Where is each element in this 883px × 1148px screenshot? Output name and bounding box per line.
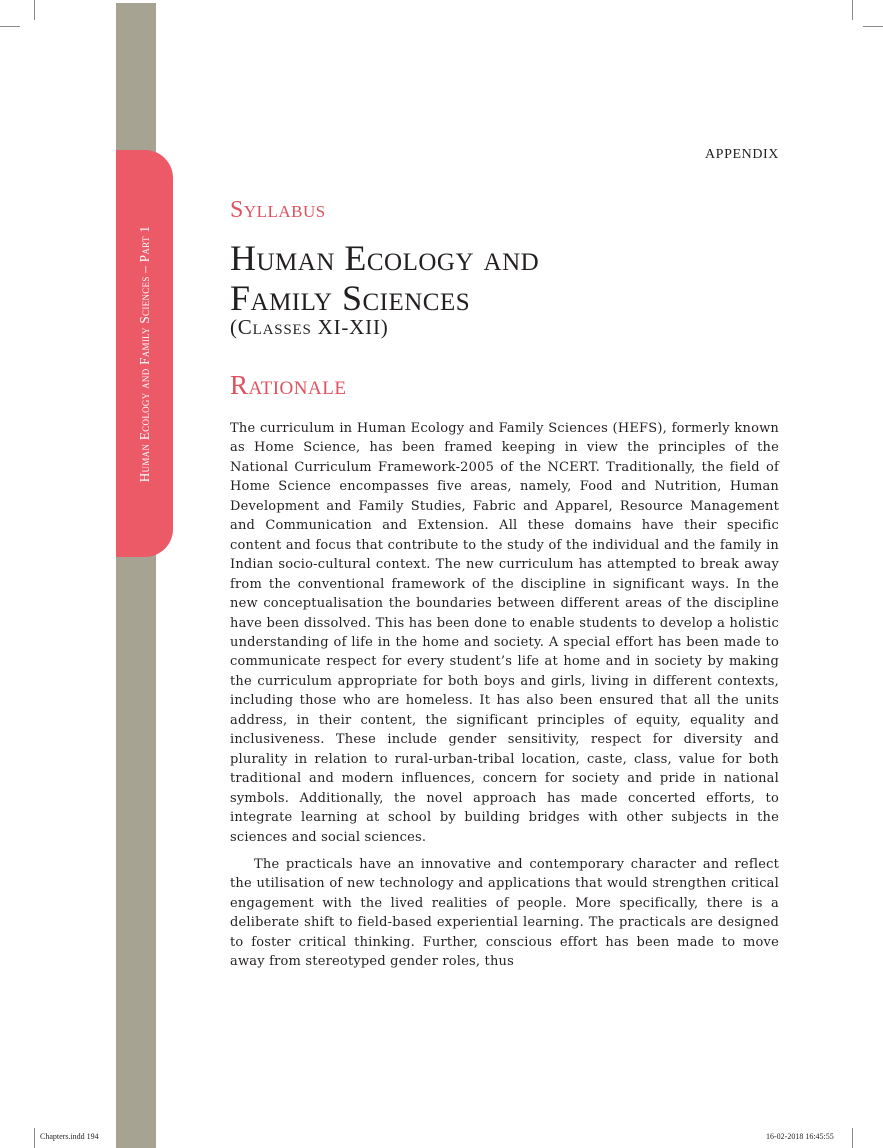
crop-mark-top-left-h: [0, 26, 20, 27]
page-title: [230, 238, 750, 318]
running-head: APPENDIX: [704, 147, 779, 162]
crop-mark-bottom-left: [34, 1128, 35, 1148]
crop-mark-bottom-right: [852, 1128, 853, 1148]
crop-mark-top-right: [852, 0, 853, 20]
body-text: [230, 419, 779, 972]
slug-file: Chapters.indd 194: [40, 1132, 99, 1141]
page-subtitle: (Classes XI-XII): [230, 315, 389, 339]
paragraph-1: The curriculum in Human Ecology and Family Sciences (HEFS), formerly known as Home Science, has been framed keeping in view the principles of the National Curriculum Framework-2005 of the NCERT. Traditionally, the field of Home Science encompasses five areas, namely, Food and Nutrition, Human Development and Family Studies, Fabric and Apparel, Resource Management and Communication and Extension. All these domains have their specific content and focus that contribute to the study of the individual and the family in Indian socio-cultural context. The new curriculum has attempted to break away from the conventional framework of the discipline in significant ways. In the new conceptualisation the boundaries between different areas of the discipline have been dissolved. This has been done to enable students to develop a holistic understanding of life in the home and society. A special effort has been made to communicate respect for every student’s life at home and in society by making the curriculum appropriate for both boys and girls, living in different contexts, including those who are homeless. It has also been ensured that all the units address, in their content, the significant principles of equity, equality and inclusiveness. These include gender sensitivity, respect for diversity and plurality in relation to rural-urban-tribal location, caste, class, value for both traditional and modern influences, concern for society and pride in national symbols. Additionally, the novel approach has made concerted efforts, to integrate learning at school by building bridges with other subjects in the sciences and social sciences.: [230, 421, 779, 845]
side-tab-label: Human Ecology and Family Sciences – Part 1: [137, 225, 152, 483]
kicker-syllabus: Syllabus: [230, 197, 326, 223]
paragraph-2: The practicals have an innovative and contemporary character and reflect the utilisation of new technology and applications that would strengthen critical engagement with the lived realities of people. More specifically, there is a deliberate shift to field-based experiential learning. The practicals are designed to foster critical thinking. Further, conscious effort has been made to move away from stereotyped gender roles, thus: [230, 856, 779, 970]
slug-timestamp: 16-02-2018 16:45:55: [766, 1132, 834, 1141]
crop-mark-top-right-h: [863, 26, 883, 27]
section-heading-rationale: Rationale: [230, 370, 347, 400]
crop-mark-top-left: [34, 0, 35, 20]
title-line-2: Family Sciences: [230, 278, 471, 318]
title-line-1: Human Ecology and: [230, 238, 540, 278]
